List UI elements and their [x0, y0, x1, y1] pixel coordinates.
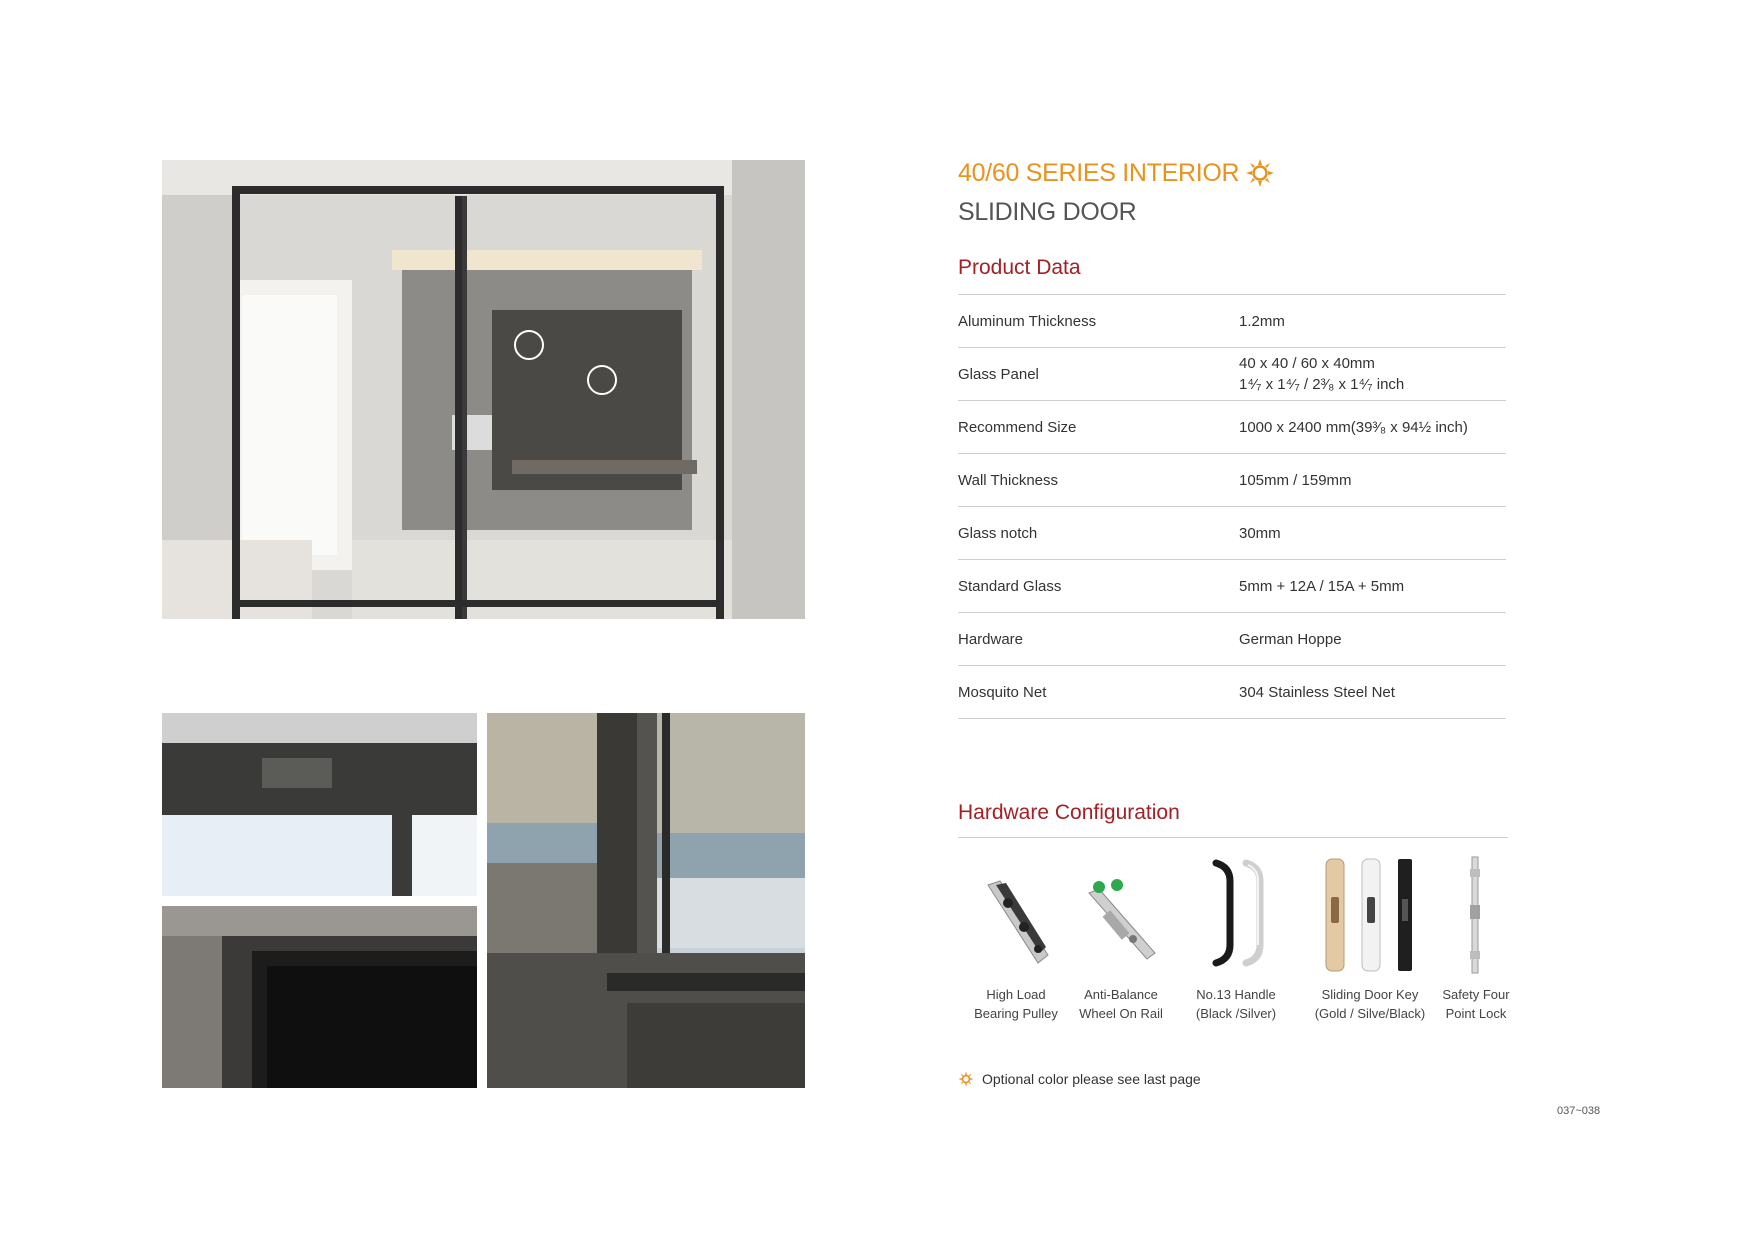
hardware-item-lock	[1436, 855, 1516, 1023]
table-row	[958, 295, 1506, 348]
hardware-config-heading: Hardware Configuration	[958, 801, 1180, 824]
spec-value: German Hoppe	[1239, 630, 1342, 648]
window-view-photo	[487, 713, 805, 1088]
spec-label: Mosquito Net	[958, 683, 1047, 701]
hardware-item-label-line1: Anti-Balance	[1084, 987, 1158, 1002]
hardware-item-pulley	[966, 855, 1066, 1023]
table-row	[958, 507, 1506, 560]
hardware-item-label-line1: No.13 Handle	[1196, 987, 1276, 1002]
spec-label: Standard Glass	[958, 577, 1062, 595]
product-data-heading: Product Data	[958, 256, 1081, 279]
hardware-item-label-line1: Safety Four	[1442, 987, 1510, 1002]
table-row	[958, 560, 1506, 613]
spec-value: 30mm	[1239, 524, 1281, 542]
table-row	[958, 666, 1506, 719]
table-row	[958, 613, 1506, 666]
hardware-item-label-line2: Point Lock	[1445, 1006, 1507, 1021]
table-row	[958, 454, 1506, 507]
top-track-photo	[162, 713, 477, 896]
four-point-lock-image	[1436, 855, 1516, 975]
door-key-image	[1310, 855, 1430, 975]
hardware-item-label-line2: Wheel On Rail	[1079, 1006, 1163, 1021]
hardware-config-rule	[958, 837, 1508, 838]
hardware-item-key	[1310, 855, 1430, 1023]
spec-value	[1239, 353, 1506, 395]
hardware-item-label-line1: Sliding Door Key	[1321, 987, 1419, 1002]
main-room-photo	[162, 160, 805, 619]
table-row	[958, 348, 1506, 401]
spec-value-line2: 1⁴⁄₇ x 1⁴⁄₇ / 2³⁄₈ x 1⁴⁄₇ inch	[1239, 376, 1405, 393]
hardware-items	[958, 855, 1518, 1035]
hardware-item-handle	[1186, 855, 1286, 1023]
sun-icon	[1245, 158, 1275, 188]
product-data-table	[958, 295, 1506, 719]
spec-value: 304 Stainless Steel Net	[1239, 683, 1395, 701]
handle-image	[1186, 855, 1286, 975]
wheel-image	[1071, 855, 1171, 975]
spec-label: Hardware	[958, 630, 1024, 648]
pulley-image	[966, 855, 1066, 975]
spec-value: 105mm / 159mm	[1239, 471, 1352, 489]
hardware-item-label-line2: (Gold / Silve/Black)	[1314, 1006, 1426, 1021]
sun-icon	[958, 1071, 974, 1087]
spec-label: Glass notch	[958, 524, 1038, 542]
spec-label: Wall Thickness	[958, 471, 1059, 489]
spec-label: Aluminum Thickness	[958, 312, 1097, 330]
spec-label: Glass Panel	[958, 365, 1039, 383]
page-number: 037~038	[1557, 1105, 1601, 1117]
hardware-item-label-line1: High Load	[986, 987, 1046, 1002]
product-title	[958, 158, 1275, 188]
hardware-item-label-line2: Bearing Pulley	[974, 1006, 1058, 1021]
product-title-line1: 40/60 SERIES INTERIOR	[958, 158, 1240, 187]
hardware-item-label-line2: (Black /Silver)	[1195, 1006, 1277, 1021]
spec-value: 1.2mm	[1239, 312, 1285, 330]
spec-value: 5mm + 12A / 15A + 5mm	[1239, 577, 1405, 595]
spec-label: Recommend Size	[958, 418, 1077, 436]
table-row	[958, 401, 1506, 454]
optional-color-note-text: Optional color please see last page	[982, 1071, 1201, 1087]
hardware-item-wheel	[1071, 855, 1171, 1023]
spec-value: 1000 x 2400 mm(39³⁄₈ x 94½ inch)	[1239, 418, 1468, 436]
spec-value-line1: 40 x 40 / 60 x 40mm	[1239, 355, 1375, 372]
frame-corner-photo	[162, 906, 477, 1088]
product-subtitle: SLIDING DOOR	[958, 198, 1137, 226]
optional-color-note	[958, 1071, 1201, 1087]
